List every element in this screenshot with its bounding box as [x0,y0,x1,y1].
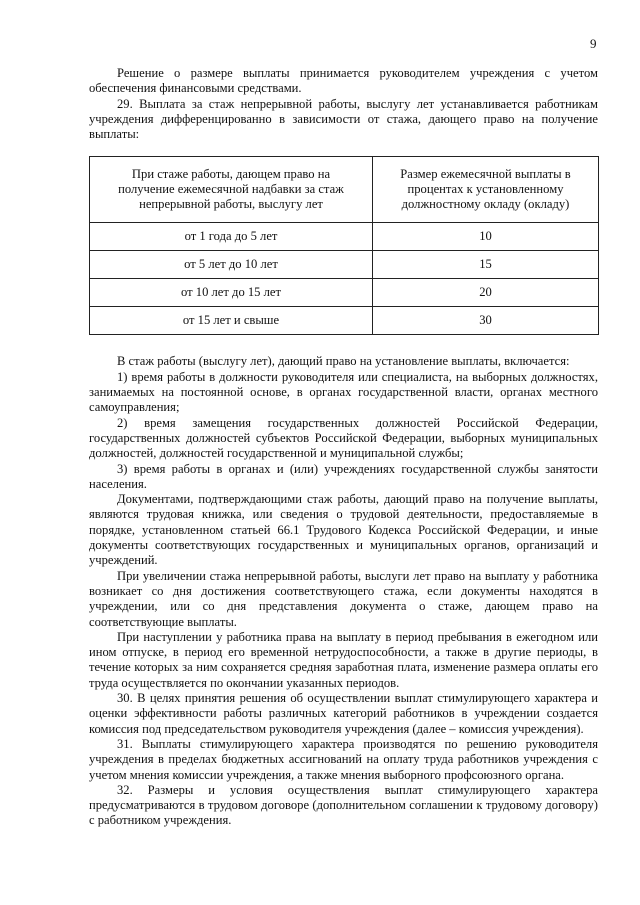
cell-percent: 30 [373,307,599,335]
paragraph-item-2: 2) время замещения государственных должностей Российской Федерации, государственных должностей субъектов Российской Федерации, выборных муниципальных должностей, должностей государственной и муниципальной службы; [89,415,598,461]
table-row [90,223,599,251]
paragraph-29: 29. Выплата за стаж непрерывной работы, выслугу лет устанавливается работникам учреждения дифференцированно в зависимости от стажа, дающего право на получение выплаты: [89,96,598,142]
cell-seniority: от 1 года до 5 лет [90,223,373,251]
paragraph-included-intro: В стаж работы (выслугу лет), дающий право на установление выплаты, включается: [117,354,570,369]
paragraph-vacation: При наступлении у работника права на выплату в период пребывания в ежегодном или ином отпуске, в период его временной нетрудоспособности, а также в другие периоды, в течение которых за ним сохраняется средняя заработная плата, изменение размера оплаты его труда осуществляется по окончании указанных периодов. [89,629,598,690]
cell-seniority: от 5 лет до 10 лет [90,251,373,279]
paragraph-item-3: 3) время работы в органах и (или) учреждениях государственной службы занятости населения. [89,461,598,491]
paragraph-32: 32. Размеры и условия осуществления выплат стимулирующего характера предусматриваются в трудовом договоре (дополнительном соглашении к трудовому договору) с работником учреждения. [89,782,598,828]
table-row [90,307,599,335]
paragraph-31: 31. Выплаты стимулирующего характера производятся по решению руководителя учреждения в пределах бюджетных ассигнований на оплату труда работников учреждения с учетом мнения комиссии учреждения, а также мнения выборного профсоюзного органа. [89,736,598,782]
cell-percent: 10 [373,223,599,251]
paragraph-30: 30. В целях принятия решения об осуществлении выплат стимулирующего характера и оценки эффективности работы различных категорий работников в учреждении создается комиссия под председательством руководителя учреждения (далее – комиссия учреждения). [89,691,598,736]
cell-percent: 20 [373,279,599,307]
cell-seniority: от 15 лет и свыше [90,307,373,335]
table-header-row [90,157,599,223]
paragraph-documents: Документами, подтверждающими стаж работы, дающий право на получение выплаты, являются трудовая книжка, или сведения о трудовой деятельности, предоставляемые в порядке, установленном статьей 66.1 Трудового Кодекса Российской Федерации, и иные документы соответствующих государственных и муниципальных органов, организаций и учреждений. [89,492,598,568]
paragraph-decision: Решение о размере выплаты принимается руководителем учреждения с учетом обеспечения финансовыми средствами. [89,66,598,96]
paragraph-increase: При увеличении стажа непрерывной работы, выслуги лет право на выплату у работника возникает со дня достижения соответствующего стажа, если документы находятся в учреждении, или со дня представления документа о стаже, дающем право на соответствующие выплаты. [89,568,598,629]
document-body [89,66,598,829]
payout-table-wrapper [89,156,598,335]
paragraph-item-1: 1) время работы в должности руководителя или специалиста, на выборных должностях, занимаемых на постоянной основе, в органах государственной власти, органах местного самоуправления; [89,369,598,415]
header-seniority: При стаже работы, дающем право на получение ежемесячной надбавки за стаж непрерывной работы, выслугу лет [90,157,373,223]
header-payment-size: Размер ежемесячной выплаты в процентах к установленному должностному окладу (окладу) [373,157,599,223]
table-row [90,251,599,279]
page-number: 9 [590,36,597,51]
cell-seniority: от 10 лет до 15 лет [90,279,373,307]
table-row [90,279,599,307]
cell-percent: 15 [373,251,599,279]
payout-table [89,156,599,335]
